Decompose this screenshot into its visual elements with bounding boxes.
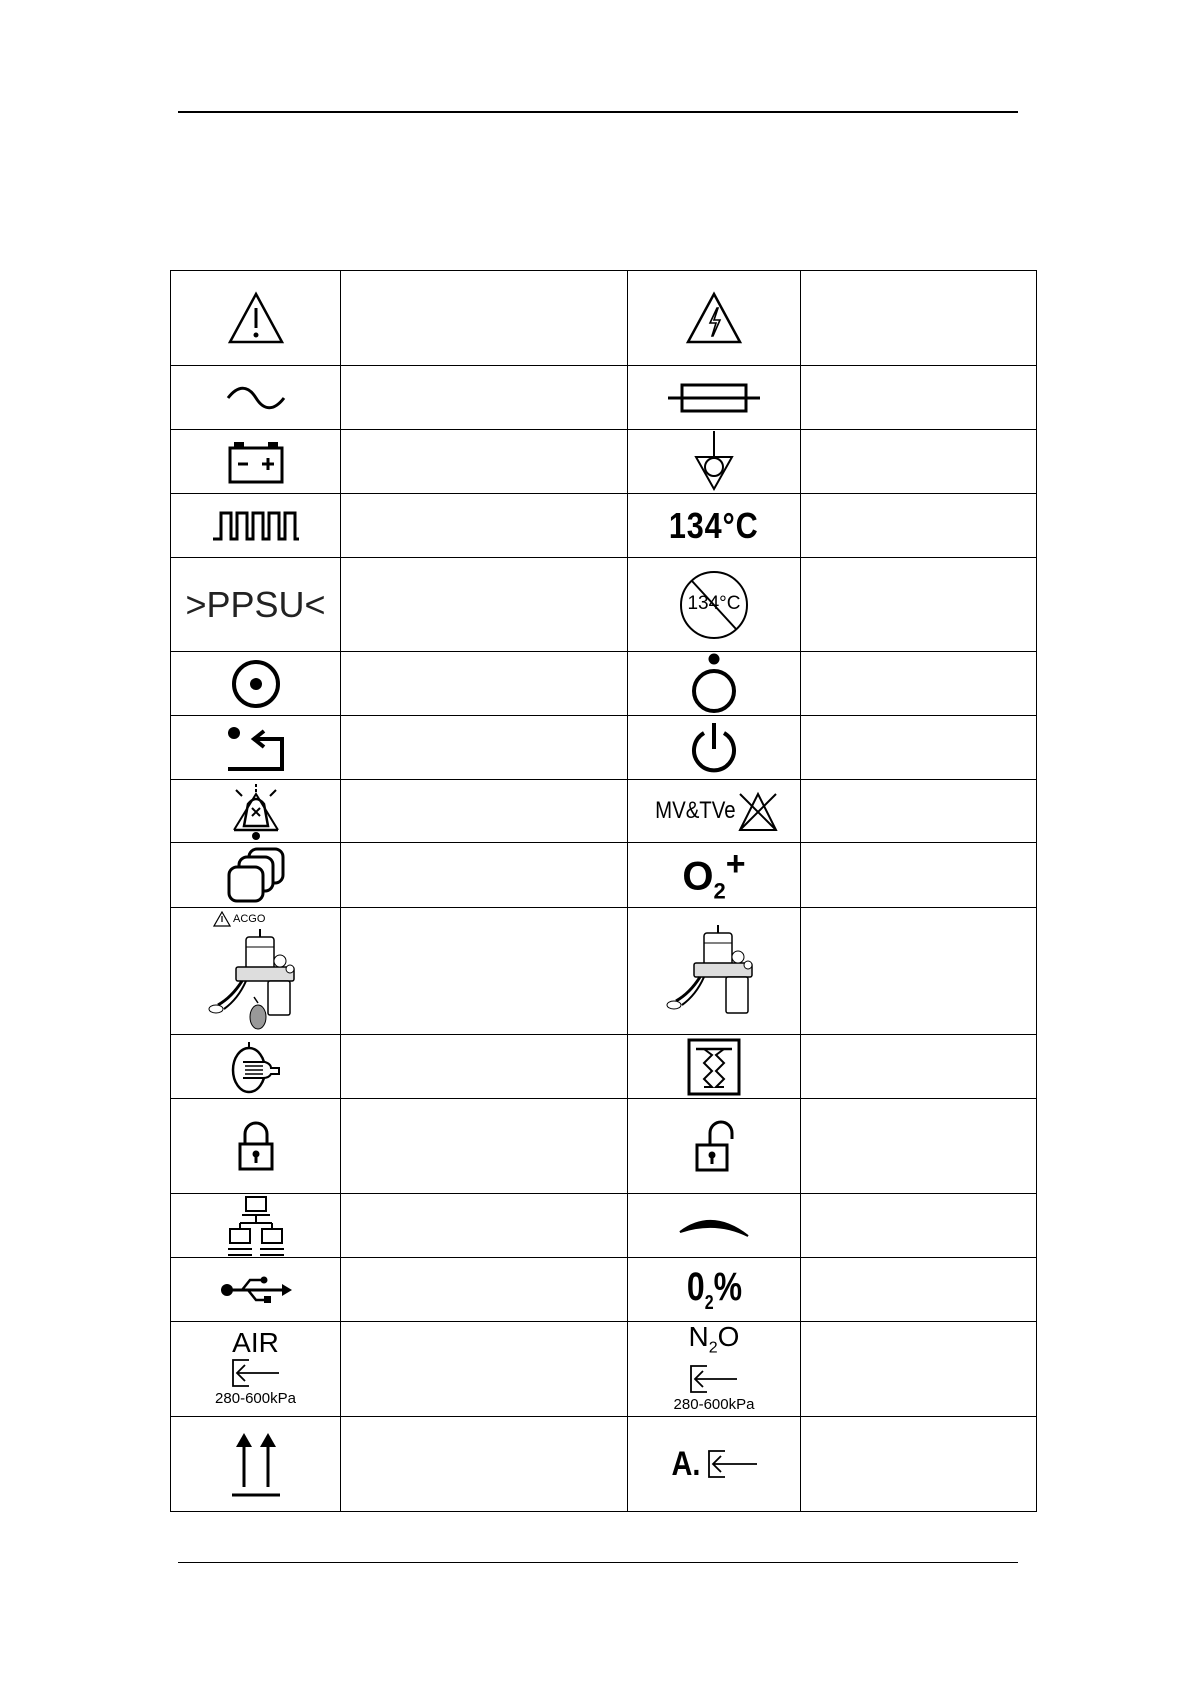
symbol-cell bbox=[171, 780, 341, 843]
battery-icon bbox=[226, 440, 286, 484]
symbol-cell bbox=[171, 494, 341, 558]
symbol-cell bbox=[628, 652, 801, 716]
symbol-cell bbox=[171, 1322, 341, 1417]
description-cell bbox=[341, 716, 628, 780]
symbol-cell bbox=[628, 843, 801, 908]
dot-over-circle-icon bbox=[687, 653, 741, 715]
fuse-icon bbox=[668, 381, 760, 415]
not-autoclavable-icon bbox=[678, 569, 750, 641]
description-cell bbox=[801, 494, 1037, 558]
symbol-cell bbox=[628, 908, 801, 1035]
description-cell bbox=[801, 1417, 1037, 1512]
symbol-cell bbox=[171, 652, 341, 716]
square-wave-icon bbox=[211, 509, 301, 543]
o2-flush-o: O bbox=[682, 854, 714, 899]
table-row bbox=[171, 652, 1037, 716]
description-cell bbox=[341, 494, 628, 558]
equipotential-icon bbox=[692, 431, 736, 493]
curve-icon bbox=[676, 1212, 752, 1240]
alternating-current-icon bbox=[226, 383, 286, 413]
footer-rule bbox=[178, 1562, 1018, 1563]
o2-flush-sub: 2 bbox=[713, 878, 726, 904]
symbol-cell bbox=[171, 1258, 341, 1322]
symbol-cell bbox=[171, 843, 341, 908]
symbol-cell bbox=[171, 558, 341, 652]
symbol-cell bbox=[171, 1417, 341, 1512]
description-cell bbox=[801, 1322, 1037, 1417]
description-cell bbox=[341, 1322, 628, 1417]
air-inlet-icon bbox=[231, 1358, 281, 1388]
n2o-o: O bbox=[717, 1321, 740, 1353]
description-cell bbox=[341, 652, 628, 716]
usb-icon bbox=[220, 1275, 292, 1305]
description-cell bbox=[801, 1099, 1037, 1194]
description-cell bbox=[801, 430, 1037, 494]
description-cell bbox=[341, 271, 628, 366]
n2o-label bbox=[689, 1322, 740, 1364]
agss-label: A. bbox=[671, 1444, 701, 1483]
symbol-cell bbox=[628, 366, 801, 430]
mv-tve-label: MV&TVe bbox=[654, 797, 736, 824]
header-rule bbox=[178, 111, 1018, 113]
symbol-cell bbox=[171, 430, 341, 494]
description-cell bbox=[341, 1417, 628, 1512]
description-cell bbox=[341, 780, 628, 843]
table-row bbox=[171, 1322, 1037, 1417]
o2-flush-icon bbox=[682, 845, 745, 904]
description-cell bbox=[341, 1035, 628, 1099]
acgo-warning-icon bbox=[213, 911, 231, 927]
table-row bbox=[171, 1099, 1037, 1194]
table-row bbox=[171, 494, 1037, 558]
network-icon bbox=[226, 1195, 286, 1257]
acgo-caption bbox=[213, 911, 265, 927]
table-row bbox=[171, 271, 1037, 366]
table-row bbox=[171, 716, 1037, 780]
o2-flush-plus: + bbox=[725, 845, 746, 884]
symbol-cell bbox=[171, 366, 341, 430]
return-arrow-icon bbox=[226, 723, 286, 773]
high-voltage-icon bbox=[684, 290, 744, 346]
stacked-windows-icon bbox=[225, 845, 287, 905]
not-autoclavable-label: 134°C bbox=[687, 592, 741, 614]
n2o-inlet-icon bbox=[689, 1364, 739, 1394]
symbol-cell bbox=[171, 1099, 341, 1194]
description-cell bbox=[801, 558, 1037, 652]
description-cell bbox=[341, 366, 628, 430]
ppsu-material-icon: >PPSU< bbox=[185, 583, 326, 625]
description-cell bbox=[801, 716, 1037, 780]
description-cell bbox=[341, 1194, 628, 1258]
table-row bbox=[171, 1035, 1037, 1099]
description-cell bbox=[801, 366, 1037, 430]
symbol-cell bbox=[628, 1417, 801, 1512]
symbol-cell bbox=[628, 494, 801, 558]
description-cell bbox=[341, 430, 628, 494]
n2o-sub: 2 bbox=[708, 1339, 718, 1357]
symbol-cell bbox=[628, 780, 801, 843]
this-way-up-icon bbox=[230, 1429, 282, 1499]
bellows-icon bbox=[686, 1037, 742, 1097]
autoclavable-134c-icon: 134°C bbox=[669, 504, 759, 546]
symbol-cell bbox=[628, 1035, 801, 1099]
symbol-cell bbox=[628, 1194, 801, 1258]
circle-dot-icon bbox=[229, 657, 283, 711]
air-pressure-range: 280-600kPa bbox=[215, 1390, 296, 1407]
table-row bbox=[171, 1194, 1037, 1258]
symbol-cell bbox=[171, 1194, 341, 1258]
description-cell bbox=[341, 1099, 628, 1194]
table-row bbox=[171, 1417, 1037, 1512]
symbol-cell bbox=[628, 558, 801, 652]
description-cell bbox=[801, 271, 1037, 366]
symbol-cell bbox=[628, 1099, 801, 1194]
table-row bbox=[171, 843, 1037, 908]
mv-tve-alarm-off-icon bbox=[736, 788, 780, 834]
agss-inlet-icon bbox=[707, 1449, 759, 1479]
description-cell bbox=[341, 1258, 628, 1322]
symbol-cell bbox=[171, 1035, 341, 1099]
description-cell bbox=[341, 558, 628, 652]
description-cell bbox=[801, 652, 1037, 716]
symbol-cell bbox=[171, 271, 341, 366]
o2-percent-zero: 0 bbox=[686, 1264, 705, 1309]
description-cell bbox=[801, 1035, 1037, 1099]
o2-percent-sub: 2 bbox=[704, 1291, 714, 1314]
symbol-cell bbox=[628, 271, 801, 366]
unlock-icon bbox=[694, 1119, 734, 1173]
n2o-pressure-range: 280-600kPa bbox=[673, 1395, 755, 1413]
symbol-table bbox=[170, 270, 1037, 1512]
symbol-cell bbox=[171, 716, 341, 780]
symbol-cell bbox=[171, 908, 341, 1035]
power-icon bbox=[688, 721, 740, 775]
description-cell bbox=[801, 908, 1037, 1035]
table-row bbox=[171, 430, 1037, 494]
absorber-icon bbox=[664, 919, 764, 1023]
air-label: AIR bbox=[232, 1327, 279, 1358]
alarm-silence-icon bbox=[226, 782, 286, 840]
symbol-cell bbox=[628, 1258, 801, 1322]
description-cell bbox=[341, 908, 628, 1035]
table-row bbox=[171, 780, 1037, 843]
acgo-label: ACGO bbox=[233, 913, 266, 925]
o2-percent-sign: % bbox=[713, 1264, 742, 1309]
description-cell bbox=[801, 780, 1037, 843]
table-row bbox=[171, 1258, 1037, 1322]
lock-icon bbox=[237, 1120, 275, 1172]
symbol-cell bbox=[628, 430, 801, 494]
symbol-cell bbox=[628, 1322, 801, 1417]
warning-triangle-icon bbox=[226, 290, 286, 346]
table-row bbox=[171, 366, 1037, 430]
description-cell bbox=[801, 843, 1037, 908]
acgo-absorber-icon bbox=[206, 927, 306, 1031]
symbol-cell bbox=[628, 716, 801, 780]
description-cell bbox=[801, 1194, 1037, 1258]
o2-percent-icon bbox=[686, 1265, 741, 1315]
description-cell bbox=[341, 843, 628, 908]
manual-bag-icon bbox=[229, 1038, 283, 1096]
description-cell bbox=[801, 1258, 1037, 1322]
table-row bbox=[171, 558, 1037, 652]
table-row bbox=[171, 908, 1037, 1035]
n2o-n: N bbox=[688, 1321, 709, 1353]
